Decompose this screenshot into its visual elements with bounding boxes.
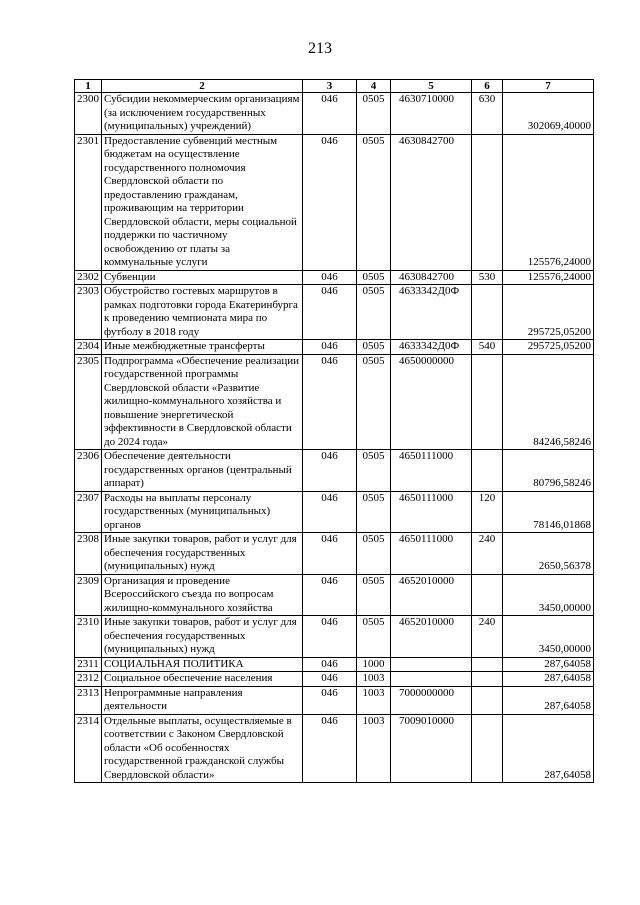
ministry-code-cell: 046 <box>303 340 357 355</box>
table-row <box>75 672 594 687</box>
expense-type-cell <box>472 450 503 492</box>
row-number-cell: 2308 <box>75 533 102 575</box>
ministry-code-cell: 046 <box>303 270 357 285</box>
amount-cell: 125576,24000 <box>503 270 594 285</box>
row-number-cell: 2313 <box>75 686 102 714</box>
row-name-cell: Социальное обеспечение населения <box>102 672 303 687</box>
section-code-cell: 0505 <box>357 270 391 285</box>
section-code-cell: 0505 <box>357 354 391 450</box>
target-article-cell: 4630710000 <box>391 93 472 135</box>
table-row <box>75 714 594 783</box>
header-cell: 5 <box>391 80 472 93</box>
row-number-cell: 2309 <box>75 574 102 616</box>
row-number-cell: 2312 <box>75 672 102 687</box>
amount-cell: 302069,40000 <box>503 93 594 135</box>
amount-cell: 125576,24000 <box>503 134 594 270</box>
section-code-cell: 0505 <box>357 616 391 658</box>
section-code-cell: 0505 <box>357 285 391 340</box>
row-name-cell: Обустройство гостевых маршрутов в рамках подготовки города Екатеринбурга к проведению чемпионата мира по футболу в 2018 году <box>102 285 303 340</box>
row-name-cell: Субсидии некоммерческим организациям (за исключением государственных (муниципальных) учреждений) <box>102 93 303 135</box>
ministry-code-cell: 046 <box>303 491 357 533</box>
header-cell: 4 <box>357 80 391 93</box>
amount-cell: 2650,56378 <box>503 533 594 575</box>
row-number-cell: 2311 <box>75 657 102 672</box>
expense-type-cell <box>472 686 503 714</box>
target-article-cell: 4633342Д0Ф <box>391 285 472 340</box>
header-cell: 3 <box>303 80 357 93</box>
section-code-cell: 0505 <box>357 574 391 616</box>
table-row <box>75 533 594 575</box>
row-number-cell: 2300 <box>75 93 102 135</box>
ministry-code-cell: 046 <box>303 657 357 672</box>
expense-type-cell: 530 <box>472 270 503 285</box>
target-article-cell: 4630842700 <box>391 134 472 270</box>
expense-type-cell: 120 <box>472 491 503 533</box>
target-article-cell: 4652010000 <box>391 616 472 658</box>
page-number: 213 <box>308 40 332 57</box>
ministry-code-cell: 046 <box>303 93 357 135</box>
section-code-cell: 1003 <box>357 714 391 783</box>
row-number-cell: 2301 <box>75 134 102 270</box>
expense-type-cell: 540 <box>472 340 503 355</box>
section-code-cell: 0505 <box>357 533 391 575</box>
amount-cell: 295725,05200 <box>503 285 594 340</box>
row-name-cell: Отдельные выплаты, осуществляемые в соответствии с Законом Свердловской области «Об особенностях государственной гражданской службы Свердловской области» <box>102 714 303 783</box>
expense-type-cell: 630 <box>472 93 503 135</box>
header-cell: 2 <box>102 80 303 93</box>
target-article-cell: 4650111000 <box>391 533 472 575</box>
header-cell: 1 <box>75 80 102 93</box>
table-row <box>75 657 594 672</box>
expense-type-cell <box>472 354 503 450</box>
section-code-cell: 0505 <box>357 491 391 533</box>
table-row <box>75 285 594 340</box>
target-article-cell: 4630842700 <box>391 270 472 285</box>
amount-cell: 287,64058 <box>503 672 594 687</box>
table-row <box>75 574 594 616</box>
section-code-cell: 0505 <box>357 450 391 492</box>
ministry-code-cell: 046 <box>303 134 357 270</box>
table-row <box>75 93 594 135</box>
target-article-cell: 7009010000 <box>391 714 472 783</box>
amount-cell: 287,64058 <box>503 657 594 672</box>
expense-type-cell <box>472 672 503 687</box>
section-code-cell: 0505 <box>357 93 391 135</box>
target-article-cell: 4650111000 <box>391 450 472 492</box>
budget-table <box>74 79 594 783</box>
amount-cell: 3450,00000 <box>503 574 594 616</box>
row-number-cell: 2307 <box>75 491 102 533</box>
ministry-code-cell: 046 <box>303 714 357 783</box>
row-name-cell: СОЦИАЛЬНАЯ ПОЛИТИКА <box>102 657 303 672</box>
row-number-cell: 2303 <box>75 285 102 340</box>
ministry-code-cell: 046 <box>303 450 357 492</box>
target-article-cell: 4650000000 <box>391 354 472 450</box>
table-row <box>75 340 594 355</box>
table-row <box>75 450 594 492</box>
section-code-cell: 0505 <box>357 134 391 270</box>
section-code-cell: 1003 <box>357 672 391 687</box>
table-row <box>75 270 594 285</box>
row-number-cell: 2305 <box>75 354 102 450</box>
target-article-cell: 4633342Д0Ф <box>391 340 472 355</box>
row-name-cell: Предоставление субвенций местным бюджетам на осуществление государственного полномочия Свердловской области по предоставлению гражданам, проживающим на территории Свердловской области, меры социальной поддержки по частичному освобождению от платы за коммунальные услуги <box>102 134 303 270</box>
target-article-cell <box>391 672 472 687</box>
row-number-cell: 2304 <box>75 340 102 355</box>
target-article-cell: 7000000000 <box>391 686 472 714</box>
row-name-cell: Подпрограмма «Обеспечение реализации государственной программы Свердловской области «Развитие жилищно-коммунального хозяйства и повышение энергетической эффективности в Свердловской области до 2024 года» <box>102 354 303 450</box>
ministry-code-cell: 046 <box>303 574 357 616</box>
row-name-cell: Субвенции <box>102 270 303 285</box>
table-row <box>75 686 594 714</box>
expense-type-cell <box>472 134 503 270</box>
row-name-cell: Иные закупки товаров, работ и услуг для обеспечения государственных (муниципальных) нужд <box>102 533 303 575</box>
row-name-cell: Организация и проведение Всероссийского съезда по вопросам жилищно-коммунального хозяйства <box>102 574 303 616</box>
section-code-cell: 1003 <box>357 686 391 714</box>
ministry-code-cell: 046 <box>303 616 357 658</box>
table-row <box>75 354 594 450</box>
ministry-code-cell: 046 <box>303 285 357 340</box>
amount-cell: 78146,01868 <box>503 491 594 533</box>
section-code-cell: 1000 <box>357 657 391 672</box>
target-article-cell <box>391 657 472 672</box>
amount-cell: 84246,58246 <box>503 354 594 450</box>
ministry-code-cell: 046 <box>303 672 357 687</box>
table-row <box>75 491 594 533</box>
header-cell: 6 <box>472 80 503 93</box>
amount-cell: 3450,00000 <box>503 616 594 658</box>
target-article-cell: 4650111000 <box>391 491 472 533</box>
amount-cell: 287,64058 <box>503 686 594 714</box>
expense-type-cell: 240 <box>472 533 503 575</box>
expense-type-cell <box>472 657 503 672</box>
expense-type-cell <box>472 285 503 340</box>
row-name-cell: Непрограммные направления деятельности <box>102 686 303 714</box>
expense-type-cell <box>472 574 503 616</box>
table-body <box>75 93 594 783</box>
section-code-cell: 0505 <box>357 340 391 355</box>
row-number-cell: 2310 <box>75 616 102 658</box>
expense-type-cell: 240 <box>472 616 503 658</box>
row-name-cell: Обеспечение деятельности государственных органов (центральный аппарат) <box>102 450 303 492</box>
header-cell: 7 <box>503 80 594 93</box>
ministry-code-cell: 046 <box>303 354 357 450</box>
expense-type-cell <box>472 714 503 783</box>
row-number-cell: 2314 <box>75 714 102 783</box>
header-row <box>75 80 594 93</box>
row-number-cell: 2302 <box>75 270 102 285</box>
row-name-cell: Иные закупки товаров, работ и услуг для обеспечения государственных (муниципальных) нужд <box>102 616 303 658</box>
amount-cell: 80796,58246 <box>503 450 594 492</box>
row-number-cell: 2306 <box>75 450 102 492</box>
amount-cell: 287,64058 <box>503 714 594 783</box>
amount-cell: 295725,05200 <box>503 340 594 355</box>
ministry-code-cell: 046 <box>303 686 357 714</box>
row-name-cell: Иные межбюджетные трансферты <box>102 340 303 355</box>
table-row <box>75 134 594 270</box>
row-name-cell: Расходы на выплаты персоналу государственных (муниципальных) органов <box>102 491 303 533</box>
table-row <box>75 616 594 658</box>
ministry-code-cell: 046 <box>303 533 357 575</box>
target-article-cell: 4652010000 <box>391 574 472 616</box>
